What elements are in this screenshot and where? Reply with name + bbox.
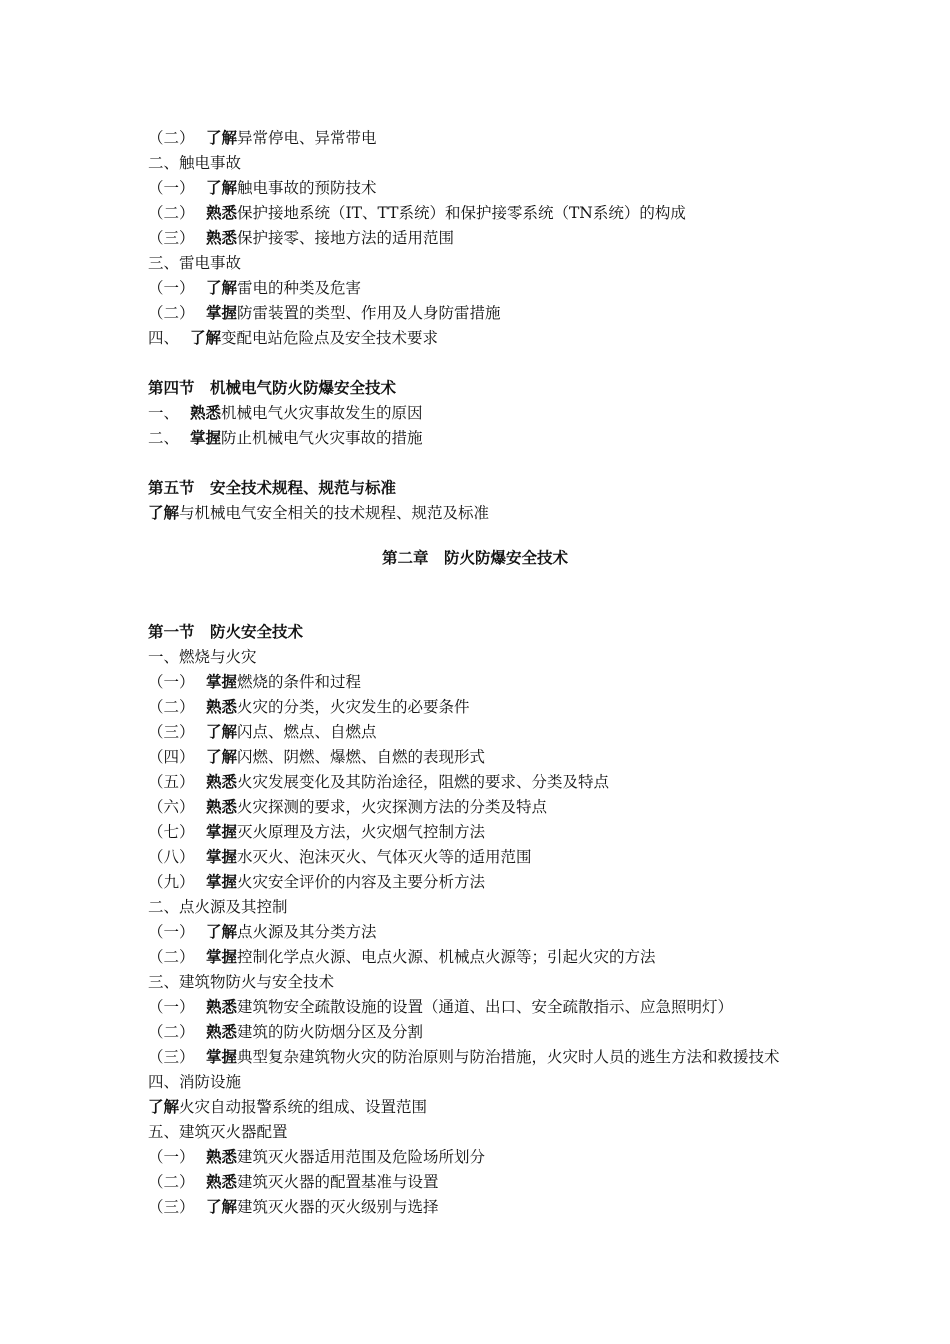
outline-item	[148, 745, 485, 769]
outline-item	[148, 845, 532, 869]
requirement-level: 掌握	[206, 847, 238, 866]
requirement-level: 了解	[206, 178, 238, 197]
item-number: 四、	[148, 329, 180, 347]
item-number: （一）	[148, 998, 195, 1016]
item-text: 机械电气火灾事故发生的原因	[221, 404, 423, 422]
item-number: （八）	[148, 848, 195, 866]
item-text: 防止机械电气火灾事故的措施	[221, 429, 423, 447]
outline-item	[148, 670, 361, 694]
outline-item	[148, 720, 377, 744]
item-number: （一）	[148, 279, 195, 297]
outline-item	[148, 1045, 780, 1069]
item-text: 保护接地系统（IT、TT系统）和保护接零系统（TN系统）的构成	[237, 204, 686, 222]
outline-subheading	[148, 1120, 288, 1144]
outline-item	[148, 501, 489, 525]
requirement-level: 熟悉	[206, 203, 238, 222]
requirement-level: 了解	[206, 922, 238, 941]
item-text: 典型复杂建筑物火灾的防治原则与防治措施，火灾时人员的逃生方法和救援技术	[237, 1048, 780, 1066]
outline-item	[148, 1195, 439, 1219]
item-number: （二）	[148, 1173, 195, 1191]
requirement-level: 熟悉	[206, 1147, 238, 1166]
item-text: 火灾发展变化及其防治途径，阻燃的要求、分类及特点	[237, 773, 610, 791]
requirement-level: 熟悉	[190, 403, 222, 422]
outline-item	[148, 770, 609, 794]
outline-item	[148, 1170, 439, 1194]
outline-subheading	[148, 970, 334, 994]
item-text: 二、触电事故	[148, 154, 242, 172]
requirement-level: 了解	[148, 1097, 180, 1116]
outline-subheading	[148, 645, 257, 669]
item-number: （一）	[148, 673, 195, 691]
requirement-level: 熟悉	[206, 1172, 238, 1191]
requirement-level: 了解	[206, 128, 238, 147]
item-text: 水灭火、泡沫灭火、气体灭火等的适用范围	[237, 848, 532, 866]
chapter-title: 第二章 防火防爆安全技术	[381, 548, 568, 567]
item-number: （三）	[148, 229, 195, 247]
outline-item	[148, 176, 377, 200]
item-text: 建筑灭火器适用范围及危险场所划分	[237, 1148, 486, 1166]
item-text: 建筑的防火防烟分区及分割	[237, 1023, 424, 1041]
requirement-level: 掌握	[190, 428, 222, 447]
requirement-level: 了解	[148, 503, 180, 522]
item-text: 四、消防设施	[148, 1073, 242, 1091]
item-text: 保护接零、接地方法的适用范围	[237, 229, 455, 247]
item-number: （一）	[148, 923, 195, 941]
item-text: 燃烧的条件和过程	[237, 673, 362, 691]
item-text: 火灾安全评价的内容及主要分析方法	[237, 873, 486, 891]
item-number: （六）	[148, 798, 195, 816]
outline-item	[148, 695, 470, 719]
requirement-level: 掌握	[206, 1047, 238, 1066]
item-text: 点火源及其分类方法	[237, 923, 377, 941]
requirement-level: 了解	[206, 278, 238, 297]
outline-item	[148, 820, 485, 844]
requirement-level: 掌握	[206, 303, 238, 322]
item-text: 三、建筑物防火与安全技术	[148, 973, 335, 991]
item-number: 二、	[148, 429, 180, 447]
item-number: （四）	[148, 748, 195, 766]
item-text: 一、燃烧与火灾	[148, 648, 257, 666]
item-text: 雷电的种类及危害	[237, 279, 362, 297]
requirement-level: 熟悉	[206, 797, 238, 816]
outline-item	[148, 795, 547, 819]
item-number: （一）	[148, 1148, 195, 1166]
outline-item	[148, 276, 361, 300]
requirement-level: 熟悉	[206, 697, 238, 716]
item-text: 控制化学点火源、电点火源、机械点火源等；引起火灾的方法	[237, 948, 656, 966]
item-number: （二）	[148, 948, 195, 966]
requirement-level: 掌握	[206, 672, 238, 691]
requirement-level: 熟悉	[206, 1022, 238, 1041]
item-number: （二）	[148, 204, 195, 222]
requirement-level: 熟悉	[206, 228, 238, 247]
section-heading: 第一节 防火安全技术	[148, 622, 304, 641]
item-text: 建筑灭火器的配置基准与设置	[237, 1173, 439, 1191]
item-number: （一）	[148, 179, 195, 197]
item-text: 火灾的分类，火灾发生的必要条件	[237, 698, 470, 716]
requirement-level: 熟悉	[206, 772, 238, 791]
item-number: （三）	[148, 723, 195, 741]
requirement-level: 了解	[206, 722, 238, 741]
requirement-level: 掌握	[206, 822, 238, 841]
item-text: 触电事故的预防技术	[237, 179, 377, 197]
item-number: （二）	[148, 1023, 195, 1041]
item-text: 变配电站危险点及安全技术要求	[221, 329, 439, 347]
item-number: （三）	[148, 1048, 195, 1066]
outline-item	[148, 126, 377, 150]
item-text: 防雷装置的类型、作用及人身防雷措施	[237, 304, 501, 322]
section-heading: 第五节 安全技术规程、规范与标准	[148, 478, 397, 497]
outline-subheading	[148, 895, 288, 919]
item-text: 与机械电气安全相关的技术规程、规范及标准	[179, 504, 490, 522]
outline-item	[148, 995, 733, 1019]
outline-item	[148, 226, 454, 250]
outline-subheading	[148, 151, 241, 175]
outline-item	[148, 945, 656, 969]
item-number: （五）	[148, 773, 195, 791]
item-text: 火灾自动报警系统的组成、设置范围	[179, 1098, 428, 1116]
section-heading: 第四节 机械电气防火防爆安全技术	[148, 378, 397, 397]
outline-item	[148, 326, 438, 350]
requirement-level: 熟悉	[206, 997, 238, 1016]
item-text: 建筑物安全疏散设施的设置（通道、出口、安全疏散指示、应急照明灯）	[237, 998, 734, 1016]
outline-item	[148, 301, 501, 325]
outline-item	[148, 426, 423, 450]
outline-item	[148, 1020, 423, 1044]
item-text: 火灾探测的要求，火灾探测方法的分类及特点	[237, 798, 548, 816]
item-text: 三、雷电事故	[148, 254, 242, 272]
item-number: 一、	[148, 404, 180, 422]
item-text: 五、建筑灭火器配置	[148, 1123, 288, 1141]
requirement-level: 掌握	[206, 872, 238, 891]
item-text: 灭火原理及方法，火灾烟气控制方法	[237, 823, 486, 841]
outline-item	[148, 1145, 485, 1169]
item-number: （二）	[148, 129, 195, 147]
item-text: 二、点火源及其控制	[148, 898, 288, 916]
item-text: 闪燃、阴燃、爆燃、自燃的表现形式	[237, 748, 486, 766]
item-number: （三）	[148, 1198, 195, 1216]
item-number: （七）	[148, 823, 195, 841]
outline-item	[148, 1095, 427, 1119]
item-number: （二）	[148, 698, 195, 716]
requirement-level: 掌握	[206, 947, 238, 966]
outline-item	[148, 920, 377, 944]
outline-subheading	[148, 1070, 241, 1094]
outline-item	[148, 870, 485, 894]
outline-subheading	[148, 251, 241, 275]
outline-item	[148, 401, 423, 425]
item-number: （二）	[148, 304, 195, 322]
item-text: 异常停电、异常带电	[237, 129, 377, 147]
requirement-level: 了解	[190, 328, 222, 347]
item-text: 闪点、燃点、自燃点	[237, 723, 377, 741]
requirement-level: 了解	[206, 747, 238, 766]
item-text: 建筑灭火器的灭火级别与选择	[237, 1198, 439, 1216]
item-number: （九）	[148, 873, 195, 891]
outline-item	[148, 201, 686, 225]
requirement-level: 了解	[206, 1197, 238, 1216]
